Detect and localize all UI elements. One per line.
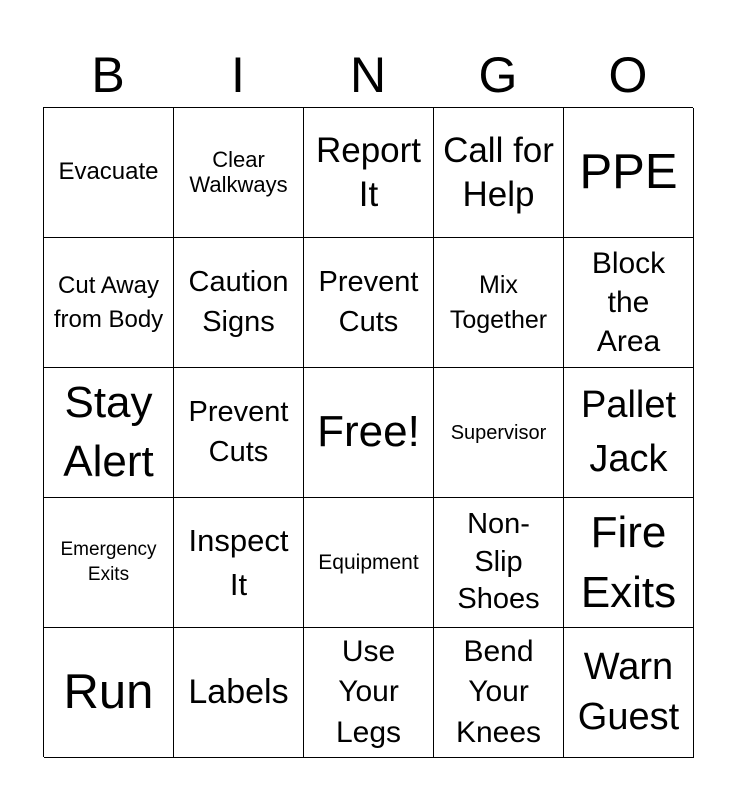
bingo-cell[interactable] <box>564 108 694 238</box>
header-letter-i: I <box>231 47 245 103</box>
cell-label: Fire Exits <box>580 508 677 617</box>
cell-label: Prevent Cuts <box>188 396 289 468</box>
bingo-cell[interactable] <box>434 108 564 238</box>
header-letter-g: G <box>478 47 518 103</box>
bingo-cell[interactable] <box>174 108 304 238</box>
bingo-cell[interactable] <box>434 498 564 628</box>
cell-label: Inspect It <box>188 523 289 602</box>
cell-label: Caution Signs <box>188 266 289 338</box>
cell-label: Report It <box>315 130 422 214</box>
cell-label: Cut Away from Body <box>53 272 164 333</box>
bingo-cell[interactable] <box>304 238 434 368</box>
cell-label: Free! <box>317 407 420 457</box>
bingo-cell[interactable] <box>44 238 174 368</box>
header-letter-n: N <box>349 47 387 103</box>
bingo-cell[interactable] <box>44 368 174 498</box>
bingo-cell[interactable] <box>564 368 694 498</box>
cell-label: Block the Area <box>591 247 666 358</box>
cell-label: Labels <box>188 673 289 712</box>
cell-label: Clear Walkways <box>189 146 288 197</box>
cell-label: Equipment <box>318 550 419 574</box>
bingo-cell[interactable] <box>44 108 174 238</box>
bingo-cell[interactable] <box>174 368 304 498</box>
cell-label: Run <box>63 665 154 720</box>
bingo-cell[interactable] <box>44 628 174 758</box>
cell-label: Warn Guest <box>577 646 680 738</box>
cell-label: Call for Help <box>443 130 554 214</box>
bingo-cell[interactable] <box>434 238 564 368</box>
header-letter-o: O <box>608 47 648 103</box>
bingo-cell[interactable] <box>174 238 304 368</box>
cell-label: Use Your Legs <box>335 634 402 749</box>
bingo-cell[interactable] <box>564 498 694 628</box>
cell-label: Non-Slip Shoes <box>457 507 540 616</box>
cell-label: Supervisor <box>450 421 547 444</box>
bingo-cell[interactable] <box>174 498 304 628</box>
cell-label: Mix Together <box>449 270 548 334</box>
cell-label: Bend Your Knees <box>455 634 542 749</box>
cell-label: Pallet Jack <box>580 384 677 480</box>
bingo-cell[interactable] <box>434 628 564 758</box>
bingo-cell[interactable] <box>44 498 174 628</box>
bingo-cell[interactable] <box>174 628 304 758</box>
bingo-cell[interactable] <box>304 628 434 758</box>
bingo-cell[interactable] <box>564 238 694 368</box>
cell-label: Emergency Exits <box>60 538 157 585</box>
cell-label: PPE <box>579 145 678 200</box>
bingo-card <box>43 107 693 757</box>
cell-label: Evacuate <box>58 158 159 186</box>
bingo-cell[interactable] <box>564 628 694 758</box>
cell-label: Stay Alert <box>63 378 154 486</box>
cell-label: Prevent Cuts <box>318 266 419 338</box>
bingo-cell[interactable] <box>434 368 564 498</box>
bingo-cell[interactable] <box>304 368 434 498</box>
bingo-cell[interactable] <box>304 498 434 628</box>
bingo-cell[interactable] <box>304 108 434 238</box>
header-letter-b: B <box>91 47 125 103</box>
bingo-header <box>43 44 693 106</box>
